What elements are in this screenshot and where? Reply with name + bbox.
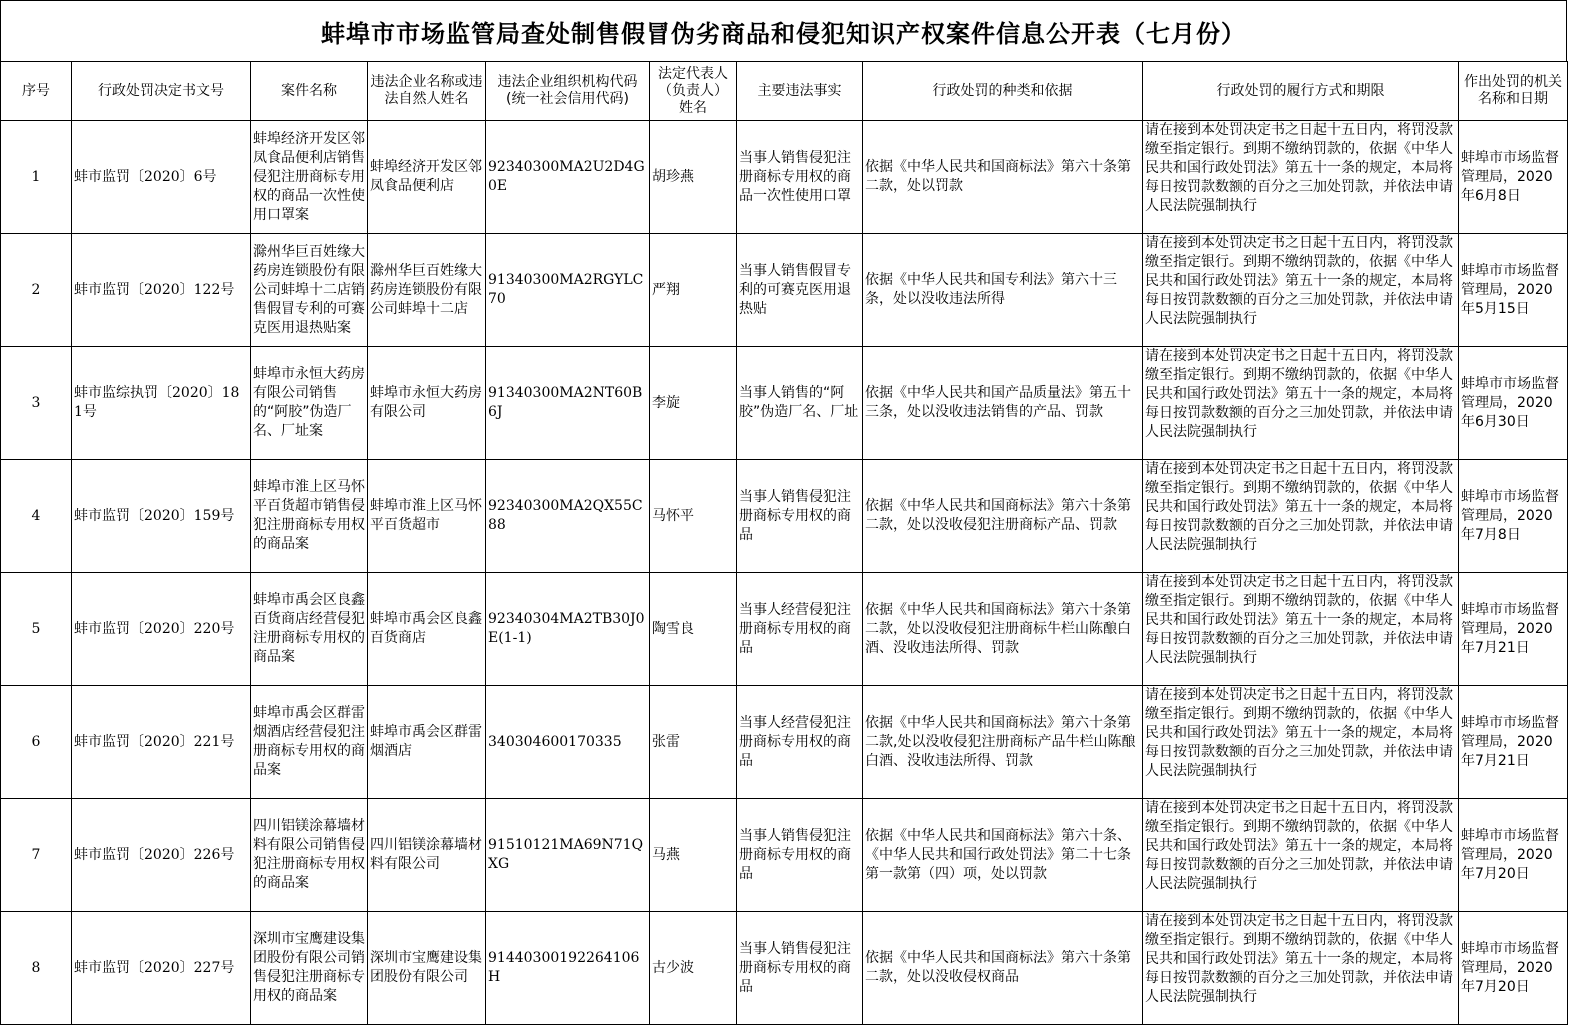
cell-performance[interactable]	[1143, 573, 1459, 686]
header-penalty[interactable]: 行政处罚的种类和依据	[863, 62, 1143, 121]
cell-penalty[interactable]: 依据《中华人民共和国商标法》第六十条第二款，处以没收侵权商品	[863, 912, 1143, 1025]
cell-credit-code[interactable]: 91440300192264106H	[486, 912, 650, 1025]
cell-penalty[interactable]: 依据《中华人民共和国商标法》第六十条第二款，处以罚款	[863, 121, 1143, 234]
header-row	[1, 62, 1568, 121]
cell-case-name[interactable]: 蚌埠市禹会区良鑫百货商店经营侵犯注册商标专用权的商品案	[251, 573, 368, 686]
cell-authority[interactable]: 蚌埠市市场监督管理局，2020年7月21日	[1459, 573, 1568, 686]
cell-credit-code[interactable]: 92340300MA2QX55C88	[486, 460, 650, 573]
cell-party[interactable]: 深圳市宝鹰建设集团股份有限公司	[368, 912, 486, 1025]
cell-authority[interactable]: 蚌埠市市场监督管理局，2020年7月21日	[1459, 686, 1568, 799]
cell-performance-text: 请在接到本处罚决定书之日起十五日内，将罚没款缴至指定银行。到期不缴纳罚款的，依据《中华人民共和国行政处罚法》第五十一条的规定，本局将每日按罚款数额的百分之三加处罚款，并依法申请人民法院强制执行	[1145, 687, 1453, 779]
cell-doc-number[interactable]: 蚌市监罚〔2020〕220号	[72, 573, 251, 686]
cell-facts[interactable]: 当事人销售的“阿胶”伪造厂名、厂址	[737, 347, 863, 460]
cell-credit-code[interactable]: 92340300MA2U2D4G0E	[486, 121, 650, 234]
table-row	[1, 121, 1568, 234]
table-row	[1, 912, 1568, 1025]
title-cell[interactable]	[0, 0, 1567, 62]
cell-case-name[interactable]: 滁州华巨百姓缘大药房连锁股份有限公司蚌埠十二店销售假冒专利的可赛克医用退热贴案	[251, 234, 368, 347]
cell-penalty[interactable]: 依据《中华人民共和国专利法》第六十三条，处以没收违法所得	[863, 234, 1143, 347]
cell-no[interactable]: 2	[1, 234, 72, 347]
header-credit-code[interactable]: 违法企业组织机构代码(统一社会信用代码)	[486, 62, 650, 121]
table-row	[1, 573, 1568, 686]
table-row	[1, 460, 1568, 573]
cell-penalty[interactable]: 依据《中华人民共和国商标法》第六十条第二款，处以没收侵犯注册商标产品、罚款	[863, 460, 1143, 573]
cell-performance-text: 请在接到本处罚决定书之日起十五日内，将罚没款缴至指定银行。到期不缴纳罚款的，依据《中华人民共和国行政处罚法》第五十一条的规定，本局将每日按罚款数额的百分之三加处罚款，并依法申请人民法院强制执行	[1145, 348, 1453, 440]
cell-case-name[interactable]: 蚌埠经济开发区邻凤食品便利店销售侵犯注册商标专用权的商品一次性使用口罩案	[251, 121, 368, 234]
cell-credit-code[interactable]: 91340300MA2RGYLC70	[486, 234, 650, 347]
cell-performance[interactable]	[1143, 460, 1459, 573]
cell-party[interactable]: 蚌埠市淮上区马怀平百货超市	[368, 460, 486, 573]
cell-penalty[interactable]: 依据《中华人民共和国商标法》第六十条、《中华人民共和国行政处罚法》第二十七条第一款第（四）项，处以罚款	[863, 799, 1143, 912]
cell-performance[interactable]	[1143, 912, 1459, 1025]
cell-representative[interactable]: 张雷	[650, 686, 737, 799]
cell-facts[interactable]: 当事人销售侵犯注册商标专用权的商品	[737, 912, 863, 1025]
cell-authority[interactable]: 蚌埠市市场监督管理局，2020年7月20日	[1459, 799, 1568, 912]
cell-credit-code[interactable]: 91340300MA2NT60B6J	[486, 347, 650, 460]
cell-party[interactable]: 蚌埠市禹会区群雷烟酒店	[368, 686, 486, 799]
cell-facts[interactable]: 当事人销售侵犯注册商标专用权的商品	[737, 799, 863, 912]
cell-party[interactable]: 蚌埠经济开发区邻凤食品便利店	[368, 121, 486, 234]
table-row	[1, 234, 1568, 347]
cell-case-name[interactable]: 深圳市宝鹰建设集团股份有限公司销售侵犯注册商标专用权的商品案	[251, 912, 368, 1025]
cell-credit-code[interactable]: 340304600170335	[486, 686, 650, 799]
cell-representative[interactable]: 马燕	[650, 799, 737, 912]
cell-doc-number[interactable]: 蚌市监综执罚〔2020〕181号	[72, 347, 251, 460]
cell-facts[interactable]: 当事人经营侵犯注册商标专用权的商品	[737, 573, 863, 686]
cell-party[interactable]: 蚌埠市永恒大药房有限公司	[368, 347, 486, 460]
cell-representative[interactable]: 陶雪良	[650, 573, 737, 686]
cell-case-name[interactable]: 蚌埠市禹会区群雷烟酒店经营侵犯注册商标专用权的商品案	[251, 686, 368, 799]
cell-performance-text: 请在接到本处罚决定书之日起十五日内，将罚没款缴至指定银行。到期不缴纳罚款的，依据《中华人民共和国行政处罚法》第五十一条的规定，本局将每日按罚款数额的百分之三加处罚款，并依法申请人民法院强制执行	[1145, 122, 1453, 214]
cell-doc-number[interactable]: 蚌市监罚〔2020〕6号	[72, 121, 251, 234]
cell-case-name[interactable]: 四川铝镁涂幕墙材料有限公司销售侵犯注册商标专用权的商品案	[251, 799, 368, 912]
cell-performance[interactable]	[1143, 686, 1459, 799]
cell-penalty[interactable]: 依据《中华人民共和国产品质量法》第五十三条，处以没收违法销售的产品、罚款	[863, 347, 1143, 460]
cell-penalty[interactable]: 依据《中华人民共和国商标法》第六十条第二款，处以没收侵犯注册商标牛栏山陈酿白酒、没收违法所得、罚款	[863, 573, 1143, 686]
page-title: 蚌埠市市场监管局查处制售假冒伪劣商品和侵犯知识产权案件信息公开表（七月份）	[321, 19, 1246, 48]
cell-doc-number[interactable]: 蚌市监罚〔2020〕221号	[72, 686, 251, 799]
cell-authority[interactable]: 蚌埠市市场监督管理局，2020年6月30日	[1459, 347, 1568, 460]
cell-no[interactable]: 3	[1, 347, 72, 460]
header-no[interactable]: 序号	[1, 62, 72, 121]
header-case-name[interactable]: 案件名称	[251, 62, 368, 121]
cell-performance[interactable]	[1143, 347, 1459, 460]
cell-party[interactable]: 滁州华巨百姓缘大药房连锁股份有限公司蚌埠十二店	[368, 234, 486, 347]
header-representative[interactable]: 法定代表人（负责人）姓名	[650, 62, 737, 121]
cell-penalty[interactable]: 依据《中华人民共和国商标法》第六十条第二款,处以没收侵犯注册商标产品牛栏山陈酿白酒、没收违法所得、罚款	[863, 686, 1143, 799]
cell-performance[interactable]	[1143, 121, 1459, 234]
table-row	[1, 347, 1568, 460]
case-table	[0, 61, 1568, 1025]
cell-facts[interactable]: 当事人经营侵犯注册商标专用权的商品	[737, 686, 863, 799]
cell-case-name[interactable]: 蚌埠市淮上区马怀平百货超市销售侵犯注册商标专用权的商品案	[251, 460, 368, 573]
cell-performance[interactable]	[1143, 799, 1459, 912]
cell-representative[interactable]: 马怀平	[650, 460, 737, 573]
cell-facts[interactable]: 当事人销售侵犯注册商标专用权的商品一次性使用口罩	[737, 121, 863, 234]
table-row	[1, 686, 1568, 799]
cell-doc-number[interactable]: 蚌市监罚〔2020〕226号	[72, 799, 251, 912]
cell-representative[interactable]: 古少波	[650, 912, 737, 1025]
cell-no[interactable]: 5	[1, 573, 72, 686]
header-party[interactable]: 违法企业名称或违法自然人姓名	[368, 62, 486, 121]
cell-doc-number[interactable]: 蚌市监罚〔2020〕159号	[72, 460, 251, 573]
cell-party[interactable]: 蚌埠市禹会区良鑫百货商店	[368, 573, 486, 686]
cell-no[interactable]: 8	[1, 912, 72, 1025]
cell-performance[interactable]	[1143, 234, 1459, 347]
cell-authority[interactable]: 蚌埠市市场监督管理局，2020年7月8日	[1459, 460, 1568, 573]
cell-facts[interactable]: 当事人销售假冒专利的可赛克医用退热贴	[737, 234, 863, 347]
cell-authority[interactable]: 蚌埠市市场监督管理局，2020年7月20日	[1459, 912, 1568, 1025]
cell-credit-code[interactable]: 92340304MA2TB30J0E(1-1)	[486, 573, 650, 686]
cell-representative[interactable]: 严翔	[650, 234, 737, 347]
header-facts[interactable]: 主要违法事实	[737, 62, 863, 121]
cell-party[interactable]: 四川铝镁涂幕墙材料有限公司	[368, 799, 486, 912]
cell-no[interactable]: 6	[1, 686, 72, 799]
cell-representative[interactable]: 李旋	[650, 347, 737, 460]
cell-facts[interactable]: 当事人销售侵犯注册商标专用权的商品	[737, 460, 863, 573]
cell-doc-number[interactable]: 蚌市监罚〔2020〕227号	[72, 912, 251, 1025]
cell-no[interactable]: 1	[1, 121, 72, 234]
cell-performance-text: 请在接到本处罚决定书之日起十五日内，将罚没款缴至指定银行。到期不缴纳罚款的，依据《中华人民共和国行政处罚法》第五十一条的规定，本局将每日按罚款数额的百分之三加处罚款，并依法申请人民法院强制执行	[1145, 913, 1453, 1005]
header-performance[interactable]: 行政处罚的履行方式和期限	[1143, 62, 1459, 121]
cell-representative[interactable]: 胡珍燕	[650, 121, 737, 234]
cell-case-name[interactable]: 蚌埠市永恒大药房有限公司销售的“阿胶”伪造厂名、厂址案	[251, 347, 368, 460]
cell-credit-code[interactable]: 91510121MA69N71QXG	[486, 799, 650, 912]
cell-performance-text: 请在接到本处罚决定书之日起十五日内，将罚没款缴至指定银行。到期不缴纳罚款的，依据《中华人民共和国行政处罚法》第五十一条的规定，本局将每日按罚款数额的百分之三加处罚款，并依法申请人民法院强制执行	[1145, 574, 1453, 666]
table-row	[1, 799, 1568, 912]
cell-authority[interactable]: 蚌埠市市场监督管理局，2020年5月15日	[1459, 234, 1568, 347]
cell-authority[interactable]: 蚌埠市市场监督管理局，2020年6月8日	[1459, 121, 1568, 234]
cell-no[interactable]: 7	[1, 799, 72, 912]
header-authority[interactable]: 作出处罚的机关名称和日期	[1459, 62, 1568, 121]
cell-no[interactable]: 4	[1, 460, 72, 573]
header-doc-number[interactable]: 行政处罚决定书文号	[72, 62, 251, 121]
cell-performance-text: 请在接到本处罚决定书之日起十五日内，将罚没款缴至指定银行。到期不缴纳罚款的，依据《中华人民共和国行政处罚法》第五十一条的规定，本局将每日按罚款数额的百分之三加处罚款，并依法申请人民法院强制执行	[1145, 800, 1453, 892]
cell-performance-text: 请在接到本处罚决定书之日起十五日内，将罚没款缴至指定银行。到期不缴纳罚款的，依据《中华人民共和国行政处罚法》第五十一条的规定，本局将每日按罚款数额的百分之三加处罚款，并依法申请人民法院强制执行	[1145, 235, 1453, 327]
cell-performance-text: 请在接到本处罚决定书之日起十五日内，将罚没款缴至指定银行。到期不缴纳罚款的，依据《中华人民共和国行政处罚法》第五十一条的规定，本局将每日按罚款数额的百分之三加处罚款，并依法申请人民法院强制执行	[1145, 461, 1453, 553]
cell-doc-number[interactable]: 蚌市监罚〔2020〕122号	[72, 234, 251, 347]
